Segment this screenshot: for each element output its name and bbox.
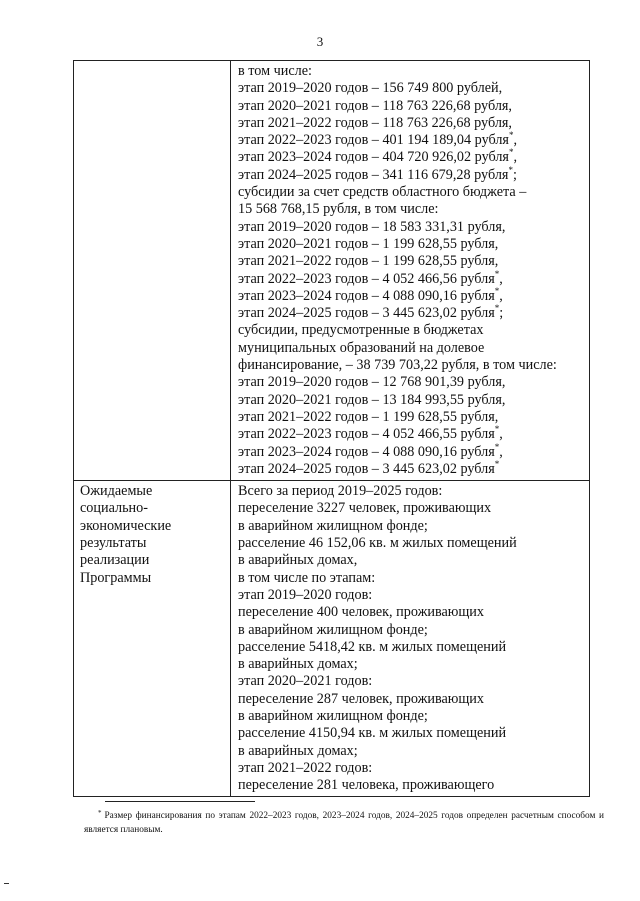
program-passport-table <box>73 60 590 797</box>
footnote-ref-asterisk: * <box>508 164 513 175</box>
content-punctuation: , <box>499 443 503 460</box>
content-text: в аварийных домах; <box>238 742 358 759</box>
content-line <box>238 622 583 639</box>
content-line <box>238 201 583 218</box>
table-row-financing <box>74 61 590 481</box>
content-text: в аварийных домах; <box>238 656 358 673</box>
content-text: этап 2020–2021 годов – 13 184 993,55 рубля, <box>238 391 506 408</box>
content-punctuation: , <box>499 270 503 287</box>
row-content-cell <box>231 481 590 797</box>
content-line <box>238 164 583 184</box>
footnote-mark: * <box>98 809 102 817</box>
row-label-line: Ожидаемые <box>80 483 153 500</box>
content-text: субсидии, предусмотренные в бюджетах <box>238 322 484 339</box>
content-text: этап 2022–2023 годов – 4 052 466,55 рубля <box>238 426 495 443</box>
content-text: субсидии за счет средств областного бюджета – <box>238 184 527 201</box>
content-punctuation: , <box>513 132 518 149</box>
content-text: этап 2021–2022 годов – 1 199 628,55 рубля, <box>238 253 499 270</box>
content-punctuation: , <box>499 426 503 443</box>
content-text: этап 2021–2022 годов: <box>238 759 373 776</box>
content-text: Всего за период 2019–2025 годов: <box>238 483 443 500</box>
content-text: этап 2021–2022 годов – 118 763 226,68 рубля, <box>238 114 512 131</box>
footnote-ref-asterisk: * <box>494 285 500 296</box>
content-text: расселение 46 152,06 кв. м жилых помещений <box>238 535 517 552</box>
content-line <box>238 777 583 794</box>
content-text: этап 2019–2020 годов – 12 768 901,39 рубля, <box>238 374 506 391</box>
row-label-line: результаты <box>80 535 147 552</box>
content-line <box>238 219 583 236</box>
content-line <box>238 374 583 391</box>
footnote-ref-asterisk: * <box>494 441 500 452</box>
content-text: этап 2020–2021 годов – 1 199 628,55 рубля, <box>238 235 499 252</box>
content-line <box>238 63 583 80</box>
content-line <box>238 656 583 673</box>
row-label-cell <box>74 481 231 797</box>
row-content-cell <box>231 61 590 481</box>
content-line <box>238 639 583 656</box>
content-text: финансирование, – 38 739 703,22 рубля, в том числе: <box>238 357 557 374</box>
content-text: этап 2019–2020 годов: <box>238 586 373 603</box>
table-row-expected-results <box>74 481 590 797</box>
content-text: муниципальных образований на долевое <box>238 339 485 356</box>
content-text: этап 2023–2024 годов – 4 088 090,16 рубля <box>238 443 495 460</box>
footnote-ref-asterisk: * <box>494 458 500 469</box>
footnote <box>84 806 604 837</box>
content-line <box>238 409 583 426</box>
content-line <box>238 500 583 517</box>
content-line <box>238 518 583 535</box>
content-line <box>238 80 583 97</box>
content-text: переселение 287 человек, проживающих <box>238 690 484 707</box>
content-line <box>238 535 583 552</box>
footnote-ref-asterisk: * <box>494 303 500 314</box>
content-line <box>238 743 583 760</box>
content-text: этап 2023–2024 годов – 404 720 926,02 рубля <box>238 149 509 166</box>
content-text: 15 568 768,15 рубля, в том числе: <box>238 201 439 218</box>
content-line <box>238 552 583 569</box>
content-text: переселение 400 человек, проживающих <box>238 604 484 621</box>
content-text: расселение 5418,42 кв. м жилых помещений <box>238 638 507 655</box>
content-text: этап 2020–2021 годов: <box>238 673 373 690</box>
page-number: 3 <box>316 34 324 49</box>
content-text: в аварийном жилищном фонде; <box>238 707 428 724</box>
content-line <box>238 458 583 478</box>
row-label-line: Программы <box>80 569 152 586</box>
content-text: этап 2024–2025 годов – 3 445 623,02 рубля <box>238 305 495 322</box>
content-line <box>238 673 583 690</box>
footnote-ref-asterisk: * <box>494 424 500 435</box>
content-line <box>238 268 583 288</box>
content-line <box>238 483 583 500</box>
row-label-cell <box>74 61 231 481</box>
content-line <box>238 305 583 322</box>
content-text: этап 2022–2023 годов – 4 052 466,56 рубля <box>238 270 495 287</box>
content-line <box>238 691 583 708</box>
content-line <box>238 285 583 305</box>
content-text: этап 2021–2022 годов – 1 199 628,55 рубля, <box>238 408 499 425</box>
content-line <box>238 115 583 132</box>
content-text: в аварийных домах, <box>238 552 358 569</box>
content-text: расселение 4150,94 кв. м жилых помещений <box>238 725 507 742</box>
content-line <box>238 340 583 357</box>
footnote-divider <box>105 801 255 802</box>
content-punctuation: ; <box>499 305 504 322</box>
content-text: переселение 281 человека, проживающего <box>238 777 495 794</box>
row-label-line: экономические <box>80 517 172 534</box>
row-label-line: социально- <box>80 500 148 517</box>
content-line <box>238 725 583 742</box>
content-line <box>238 708 583 725</box>
content-text: этап 2020–2021 годов – 118 763 226,68 рубля, <box>238 97 512 114</box>
content-text: в том числе: <box>238 63 312 79</box>
content-text: этап 2023–2024 годов – 4 088 090,16 рубля <box>238 287 495 304</box>
content-line <box>238 441 583 461</box>
content-text: в аварийном жилищном фонде; <box>238 517 428 534</box>
content-line <box>238 760 583 777</box>
content-line <box>238 253 583 270</box>
footnote-text: Размер финансирования по этапам 2022–2023 годов, 2023–2024 годов, 2024–2025 годов определен расчетным способом и является плановым. <box>84 811 604 835</box>
footnote-ref-asterisk: * <box>494 268 500 279</box>
content-text: этап 2019–2020 годов – 156 749 800 рублей, <box>238 80 503 97</box>
content-line <box>238 132 583 149</box>
content-line <box>238 149 583 166</box>
row-label-line: реализации <box>80 552 150 569</box>
content-text: в аварийном жилищном фонде; <box>238 621 428 638</box>
content-line <box>238 392 583 409</box>
content-line <box>238 587 583 604</box>
margin-mark <box>4 883 9 884</box>
content-text: этап 2024–2025 годов – 341 116 679,28 рубля <box>238 166 509 183</box>
content-line <box>238 570 583 587</box>
content-line <box>238 426 583 443</box>
content-line <box>238 98 583 115</box>
content-text: этап 2024–2025 годов – 3 445 623,02 рубля <box>238 460 495 477</box>
content-text: этап 2019–2020 годов – 18 583 331,31 рубля, <box>238 218 506 235</box>
content-line <box>238 604 583 621</box>
content-line <box>238 184 583 201</box>
footnote-ref-asterisk: * <box>508 130 514 141</box>
content-text: этап 2022–2023 годов – 401 194 189,04 рубля <box>238 132 509 149</box>
content-line <box>238 357 583 374</box>
content-text: в том числе по этапам: <box>238 569 376 586</box>
content-text: переселение 3227 человек, проживающих <box>238 500 492 517</box>
content-punctuation: , <box>513 149 518 166</box>
footnote-ref-asterisk: * <box>508 147 514 158</box>
content-punctuation: ; <box>512 166 517 183</box>
content-line <box>238 322 583 339</box>
content-line <box>238 236 583 253</box>
content-punctuation: , <box>499 287 503 304</box>
